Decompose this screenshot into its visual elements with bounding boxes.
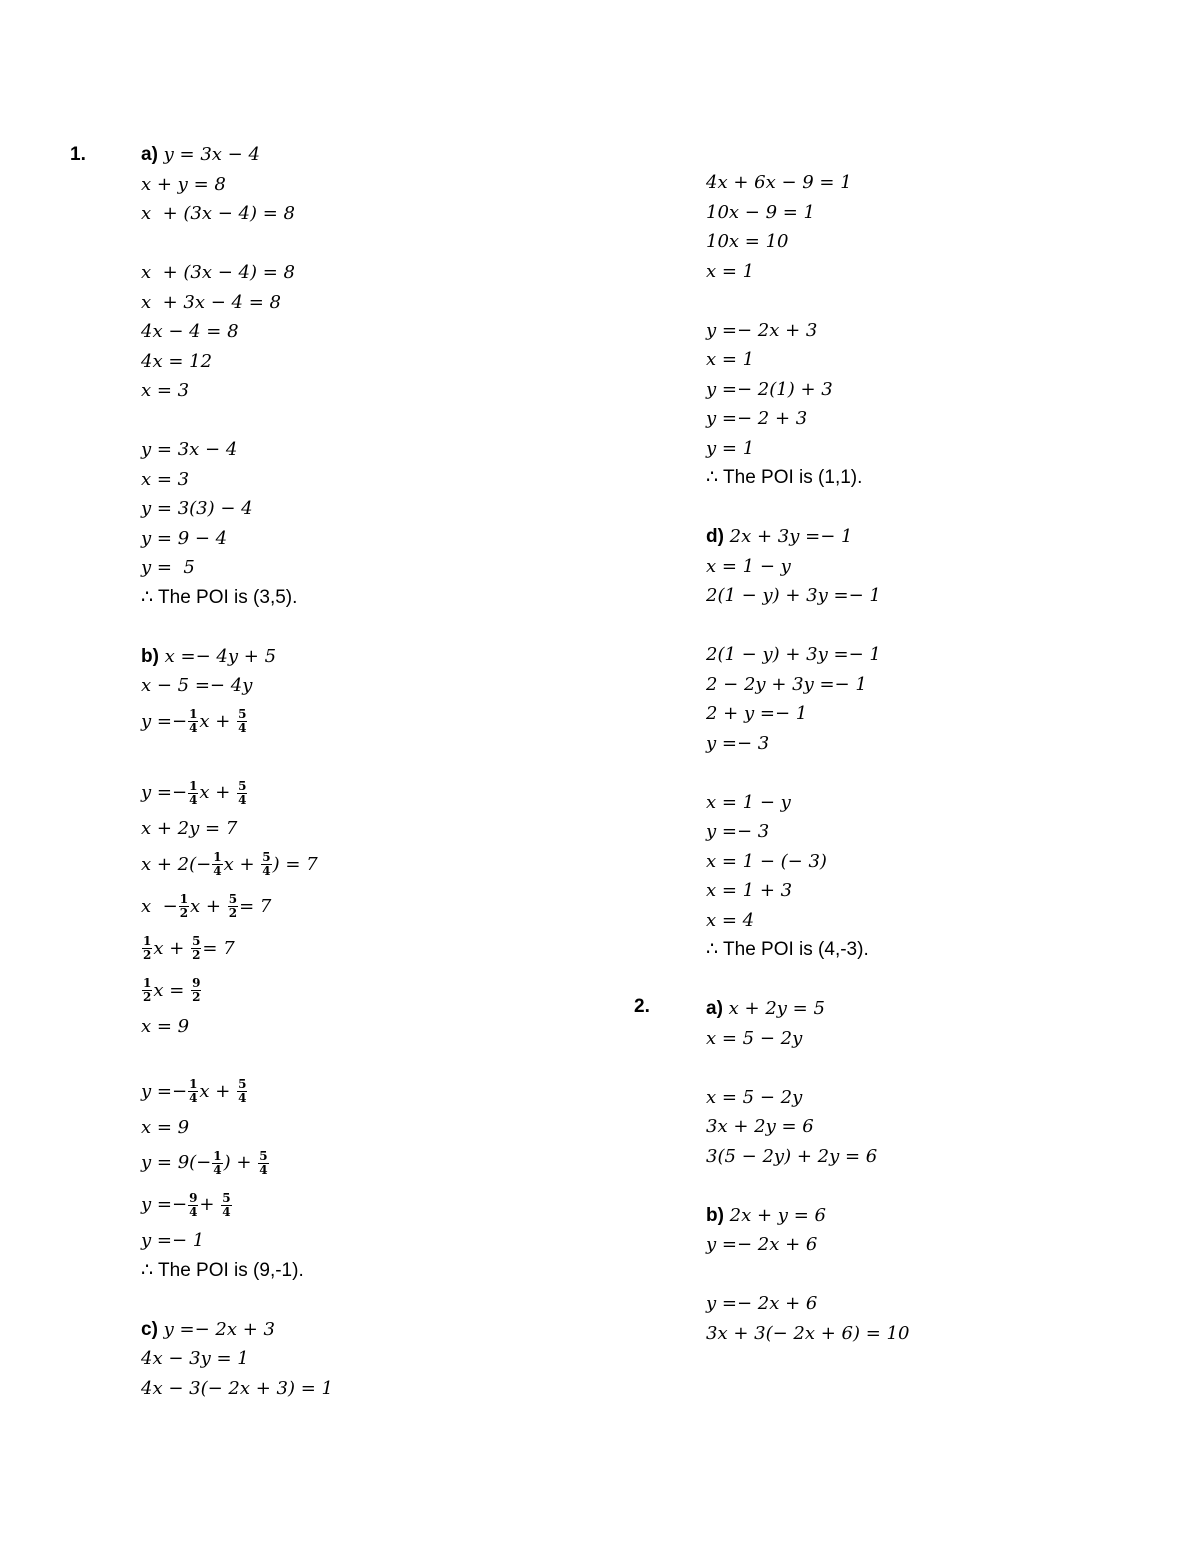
- spacer: [706, 611, 909, 641]
- denominator: 2: [143, 948, 152, 962]
- p1d-line-9: y =− 3: [706, 821, 770, 842]
- p1a-line-12: y = 9 − 4: [141, 527, 228, 549]
- text: ) = 7: [272, 853, 318, 875]
- problem-2-number: 2.: [634, 996, 650, 1017]
- text: x +: [199, 1080, 231, 1102]
- spacer: [141, 406, 333, 436]
- text: x +: [199, 782, 231, 803]
- p1b-line-1: [141, 642, 333, 672]
- p2a-line-1: [706, 994, 909, 1024]
- numerator: 5: [238, 778, 247, 793]
- equation: x =− 4y + 5: [164, 645, 277, 667]
- p1a-line-4: x + (3x − 4) = 8: [141, 262, 296, 283]
- part-label: a): [141, 144, 158, 165]
- p1c-line-5: 10x − 9 = 1: [706, 201, 816, 223]
- part-label: b): [706, 1204, 724, 1226]
- text: y =−: [141, 782, 188, 803]
- equation: y =− 2x + 3: [163, 1318, 275, 1340]
- spacer: [141, 743, 333, 773]
- denominator: 2: [228, 906, 238, 920]
- fraction: [212, 1150, 222, 1177]
- fraction: [188, 1192, 198, 1219]
- part-label: b): [141, 645, 159, 667]
- text: y =−: [141, 710, 188, 732]
- numerator: 5: [228, 892, 238, 906]
- p1c-line-12: y = 1: [706, 437, 755, 459]
- numerator: 5: [192, 934, 201, 948]
- p2a-line-4: 3x + 2y = 6: [706, 1116, 814, 1137]
- p1b-line-6: [141, 844, 333, 886]
- p1d-line-11: x = 1 + 3: [706, 880, 793, 901]
- text: ) +: [223, 1152, 252, 1173]
- spacer: [706, 1053, 909, 1083]
- p1d-line-3: 2(1 − y) + 3y =− 1: [706, 585, 881, 606]
- p1d-line-4: 2(1 − y) + 3y =− 1: [706, 644, 881, 665]
- right-column: [706, 168, 909, 1348]
- text: x +: [199, 710, 231, 732]
- spacer: [141, 1285, 333, 1315]
- p1b-poi: ∴ The POI is (9,-1).: [141, 1259, 304, 1281]
- numerator: 1: [213, 1148, 222, 1163]
- denominator: 4: [238, 1091, 247, 1105]
- p1b-line-8: [141, 928, 333, 970]
- p2a-line-2: x = 5 − 2y: [706, 1027, 803, 1049]
- p1b-line-15: y =− 1: [141, 1230, 205, 1251]
- p1d-line-8: x = 1 − y: [706, 791, 791, 813]
- denominator: 4: [189, 1091, 198, 1105]
- part-label: a): [706, 998, 723, 1019]
- denominator: 2: [143, 990, 152, 1004]
- p1c-line-4: 4x + 6x − 9 = 1: [706, 172, 852, 193]
- denominator: 4: [238, 721, 247, 735]
- numerator: 5: [262, 850, 271, 864]
- fraction: [258, 1150, 268, 1177]
- p1a-line-13: y = 5: [141, 557, 195, 578]
- numerator: 5: [222, 1190, 231, 1205]
- p1d-poi: ∴ The POI is (4,-3).: [706, 939, 869, 960]
- text: x =: [153, 979, 185, 1001]
- numerator: 1: [143, 934, 152, 948]
- denominator: 4: [189, 1204, 198, 1219]
- p1b-line-10: x = 9: [141, 1015, 190, 1037]
- denominator: 4: [213, 1162, 222, 1177]
- denominator: 4: [238, 792, 247, 807]
- p2b-line-2: y =− 2x + 6: [706, 1234, 818, 1255]
- denominator: 2: [192, 948, 201, 962]
- fraction: [191, 977, 201, 1004]
- p1d-line-1: [706, 522, 909, 552]
- numerator: 5: [259, 1148, 268, 1163]
- p1a-line-7: 4x = 12: [141, 350, 213, 372]
- p1a-poi: ∴ The POI is (3,5).: [141, 586, 298, 608]
- fraction: [179, 893, 189, 920]
- spacer: [706, 965, 909, 995]
- text: x +: [190, 895, 222, 917]
- problem-1-number: 1.: [70, 144, 86, 165]
- p1a-line-5: x + 3x − 4 = 8: [141, 291, 281, 313]
- equation: 2x + y = 6: [729, 1204, 826, 1226]
- p1d-line-7: y =− 3: [706, 732, 770, 754]
- p1c-line-10: y =− 2(1) + 3: [706, 378, 833, 400]
- text: +: [199, 1194, 215, 1215]
- denominator: 4: [189, 721, 198, 735]
- p1c-poi: ∴ The POI is (1,1).: [706, 467, 863, 488]
- p1d-line-12: x = 4: [706, 909, 755, 931]
- p1b-line-13: [141, 1142, 333, 1184]
- p1c-line-7: x = 1: [706, 260, 755, 282]
- numerator: 1: [213, 850, 222, 864]
- text: x + 2(−: [141, 853, 212, 875]
- text: x +: [223, 853, 255, 875]
- equation: y = 3x − 4: [163, 144, 260, 165]
- p1b-line-4: [141, 772, 333, 814]
- p1b-line-3: [141, 701, 333, 743]
- text: = 7: [202, 937, 235, 959]
- spacer: [706, 493, 909, 523]
- numerator: 1: [189, 1077, 198, 1091]
- text: y = 9(−: [141, 1152, 212, 1173]
- p1d-line-6: 2 + y =− 1: [706, 703, 808, 724]
- numerator: 9: [192, 976, 201, 990]
- denominator: 4: [189, 792, 198, 807]
- p1c-line-8: y =− 2x + 3: [706, 319, 818, 341]
- equation: 2x + 3y =− 1: [729, 526, 853, 547]
- fraction: [142, 935, 152, 962]
- p2b-line-4: 3x + 3(− 2x + 6) = 10: [706, 1322, 910, 1344]
- p1a-line-2: x + y = 8: [141, 173, 226, 195]
- numerator: 1: [143, 976, 152, 990]
- denominator: 4: [262, 864, 271, 878]
- fraction: [228, 893, 238, 920]
- p1b-line-2: x − 5 =− 4y: [141, 675, 253, 696]
- fraction: [261, 851, 271, 878]
- spacer: [706, 286, 909, 316]
- p1a-line-1: [141, 140, 333, 170]
- p1d-line-5: 2 − 2y + 3y =− 1: [706, 673, 867, 695]
- denominator: 4: [222, 1204, 231, 1219]
- numerator: 5: [238, 707, 247, 721]
- p1a-line-9: y = 3x − 4: [141, 439, 238, 460]
- p1a-line-11: y = 3(3) − 4: [141, 498, 253, 519]
- equation: x + 2y = 5: [728, 998, 825, 1019]
- spacer: [141, 612, 333, 642]
- p1c-line-1: [141, 1315, 333, 1345]
- spacer: [706, 1171, 909, 1201]
- fraction: [188, 1078, 198, 1105]
- fraction: [191, 935, 201, 962]
- text: x +: [153, 937, 185, 959]
- text: = 7: [239, 895, 272, 917]
- spacer: [141, 229, 333, 259]
- p1c-line-3: 4x − 3(− 2x + 3) = 1: [141, 1377, 333, 1399]
- p2b-line-1: [706, 1201, 909, 1231]
- p1b-line-11: [141, 1071, 333, 1113]
- fraction: [188, 780, 198, 807]
- p1a-line-8: x = 3: [141, 380, 190, 401]
- numerator: 5: [238, 1077, 247, 1091]
- numerator: 9: [189, 1190, 198, 1205]
- p1c-line-11: y =− 2 + 3: [706, 408, 808, 429]
- p1c-line-2: 4x − 3y = 1: [141, 1348, 249, 1369]
- p1c-line-9: x = 1: [706, 349, 755, 370]
- p1b-line-14: [141, 1184, 333, 1226]
- p1b-line-5: x + 2y = 7: [141, 818, 238, 839]
- fraction: [142, 977, 152, 1004]
- text: x −: [141, 895, 178, 917]
- fraction: [221, 1192, 231, 1219]
- part-label: c): [141, 1318, 158, 1340]
- numerator: 1: [189, 707, 198, 721]
- part-label: d): [706, 526, 724, 547]
- text: y =−: [141, 1080, 188, 1102]
- p1d-line-10: x = 1 − (− 3): [706, 850, 827, 872]
- p1a-line-10: x = 3: [141, 468, 190, 490]
- fraction: [237, 780, 247, 807]
- p1d-line-2: x = 1 − y: [706, 555, 791, 577]
- fraction: [212, 851, 222, 878]
- spacer: [706, 758, 909, 788]
- fraction: [237, 708, 247, 735]
- p2b-line-3: y =− 2x + 6: [706, 1293, 818, 1314]
- left-column: [141, 140, 333, 1403]
- numerator: 1: [179, 892, 189, 906]
- denominator: 2: [179, 906, 189, 920]
- p1a-line-6: 4x − 4 = 8: [141, 321, 239, 342]
- p1b-line-9: [141, 970, 333, 1012]
- p1b-line-7: [141, 886, 333, 928]
- denominator: 2: [192, 990, 201, 1004]
- p1a-line-3: x + (3x − 4) = 8: [141, 203, 296, 224]
- denominator: 4: [259, 1162, 268, 1177]
- fraction: [237, 1078, 247, 1105]
- p2a-line-3: x = 5 − 2y: [706, 1086, 803, 1108]
- p2a-line-5: 3(5 − 2y) + 2y = 6: [706, 1145, 878, 1167]
- numerator: 1: [189, 778, 198, 793]
- p1c-line-6: 10x = 10: [706, 231, 789, 252]
- text: y =−: [141, 1194, 188, 1215]
- spacer: [141, 1041, 333, 1071]
- denominator: 4: [213, 864, 222, 878]
- fraction: [188, 708, 198, 735]
- p1b-line-12: x = 9: [141, 1116, 190, 1138]
- spacer: [706, 1260, 909, 1290]
